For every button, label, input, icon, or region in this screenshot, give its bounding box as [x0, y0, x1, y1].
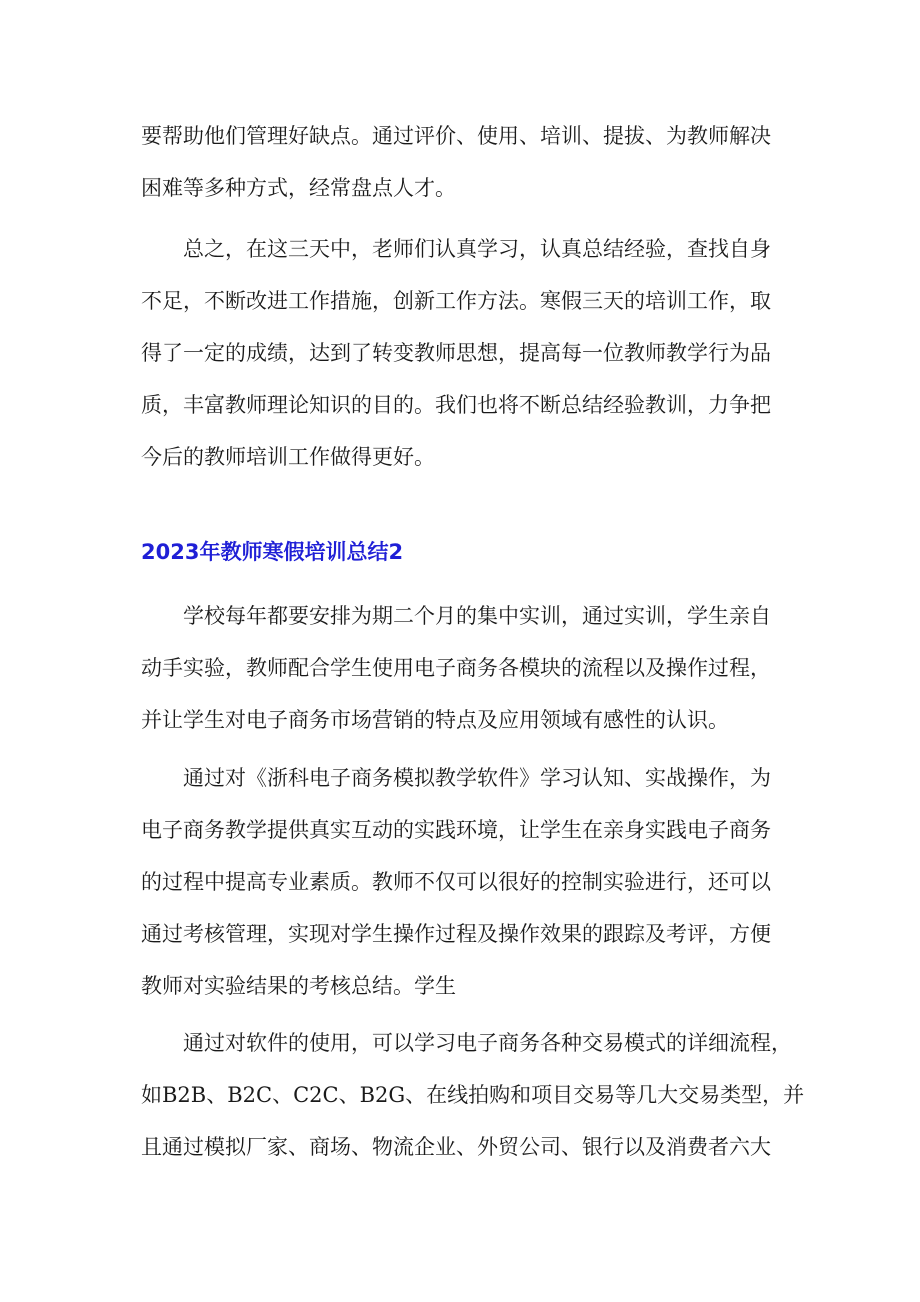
paragraph-line: 不足，不断改进工作措施，创新工作方法。寒假三天的培训工作，取 [141, 289, 771, 313]
paragraph-line: 通过考核管理，实现对学生操作过程及操作效果的跟踪及考评，方便 [141, 922, 771, 946]
paragraph-line: 教师对实验结果的考核总结。学生 [141, 974, 456, 998]
paragraph-line: 今后的教师培训工作做得更好。 [141, 445, 435, 469]
paragraph-line: 且通过模拟厂家、商场、物流企业、外贸公司、银行以及消费者六大 [141, 1135, 771, 1159]
paragraph-line: 电子商务教学提供真实互动的实践环境，让学生在亲身实践电子商务 [141, 818, 771, 842]
paragraph-line: 学校每年都要安排为期二个月的集中实训，通过实训，学生亲自 [183, 604, 771, 628]
paragraph-line: 动手实验，教师配合学生使用电子商务各模块的流程以及操作过程， [141, 656, 771, 680]
paragraph-line: 总之，在这三天中，老师们认真学习，认真总结经验，查找自身 [183, 237, 771, 261]
paragraph-line: 如B2B、B2C、C2C、B2G、在线拍购和项目交易等几大交易类型，并 [141, 1083, 805, 1107]
paragraph-line: 并让学生对电子商务市场营销的特点及应用领域有感性的认识。 [141, 708, 729, 732]
paragraph-3 [141, 590, 786, 746]
paragraph-line: 通过对《浙科电子商务模拟教学软件》学习认知、实战操作，为 [183, 766, 771, 790]
section-heading: 2023年教师寒假培训总结2 [141, 540, 404, 564]
paragraph-1 [141, 110, 786, 214]
paragraph-line: 通过对软件的使用，可以学习电子商务各种交易模式的详细流程， [183, 1031, 792, 1055]
paragraph-line: 要帮助他们管理好缺点。通过评价、使用、培训、提拔、为教师解决 [141, 124, 771, 148]
paragraph-line: 的过程中提高专业素质。教师不仅可以很好的控制实验进行，还可以 [141, 870, 771, 894]
paragraph-4 [141, 752, 786, 1012]
paragraph-line: 困难等多种方式，经常盘点人才。 [141, 176, 456, 200]
paragraph-line: 质，丰富教师理论知识的目的。我们也将不断总结经验教训，力争把 [141, 393, 771, 417]
paragraph-5 [141, 1017, 805, 1173]
paragraph-2 [141, 223, 786, 483]
paragraph-line: 得了一定的成绩，达到了转变教师思想，提高每一位教师教学行为品 [141, 341, 771, 365]
